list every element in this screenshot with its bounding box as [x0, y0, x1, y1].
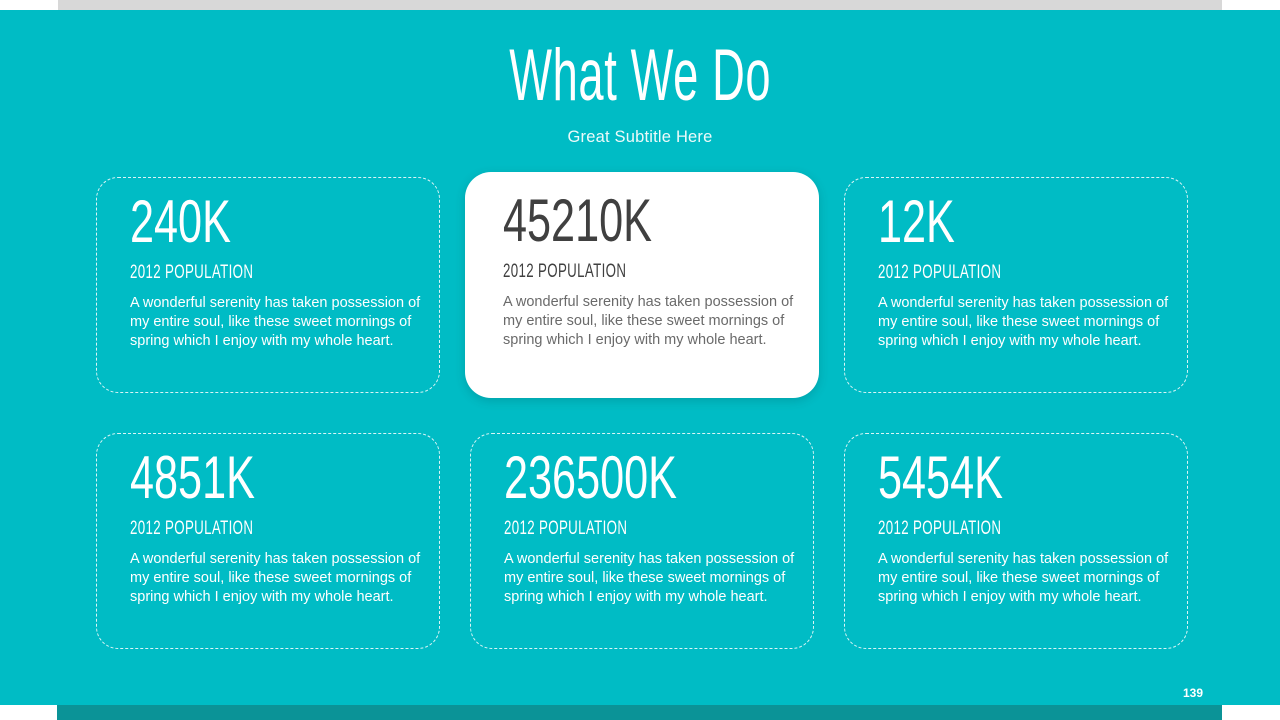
prev-slide-edge-bar	[58, 0, 1222, 10]
stat-label: 2012 POPULATION	[130, 262, 254, 283]
stat-description: A wonderful serenity has taken possession of my entire soul, like these sweet mornings of spring which I enjoy with my whole heart.	[878, 294, 1169, 350]
stat-description: A wonderful serenity has taken possession of my entire soul, like these sweet mornings of spring which I enjoy with my whole heart.	[130, 294, 421, 350]
stat-label: 2012 POPULATION	[878, 518, 1002, 539]
page-number: 139	[1182, 686, 1203, 700]
slide-canvas	[0, 10, 1280, 705]
stat-card-highlighted	[465, 172, 819, 398]
stat-label: 2012 POPULATION	[504, 518, 628, 539]
stat-card-grid	[96, 177, 1188, 649]
stat-card	[96, 177, 440, 393]
stat-value: 5454K	[878, 444, 1003, 511]
stat-card	[96, 433, 440, 649]
stat-label: 2012 POPULATION	[503, 261, 627, 282]
stat-value: 236500K	[504, 444, 677, 511]
slide-header	[0, 35, 1280, 147]
stat-card	[844, 177, 1188, 393]
slide-subtitle: Great Subtitle Here	[567, 128, 713, 146]
slide-title	[0, 35, 1280, 116]
stat-description: A wonderful serenity has taken possession of my entire soul, like these sweet mornings of spring which I enjoy with my whole heart.	[130, 550, 421, 606]
stat-card	[844, 433, 1188, 649]
stat-description: A wonderful serenity has taken possession of my entire soul, like these sweet mornings of spring which I enjoy with my whole heart.	[503, 293, 794, 349]
stat-value: 4851K	[130, 444, 255, 511]
stat-value: 12K	[878, 188, 955, 255]
stat-card	[470, 433, 814, 649]
stat-description: A wonderful serenity has taken possession of my entire soul, like these sweet mornings of spring which I enjoy with my whole heart.	[878, 550, 1169, 606]
next-slide-edge-bar	[57, 705, 1222, 720]
stat-value: 45210K	[503, 187, 652, 254]
next-slide-edge	[0, 705, 1280, 720]
stat-label: 2012 POPULATION	[878, 262, 1002, 283]
stat-value: 240K	[130, 188, 231, 255]
stat-description: A wonderful serenity has taken possession of my entire soul, like these sweet mornings of spring which I enjoy with my whole heart.	[504, 550, 795, 606]
prev-slide-edge	[0, 0, 1280, 10]
slide-title-text: What We Do	[509, 35, 771, 116]
stat-label: 2012 POPULATION	[130, 518, 254, 539]
